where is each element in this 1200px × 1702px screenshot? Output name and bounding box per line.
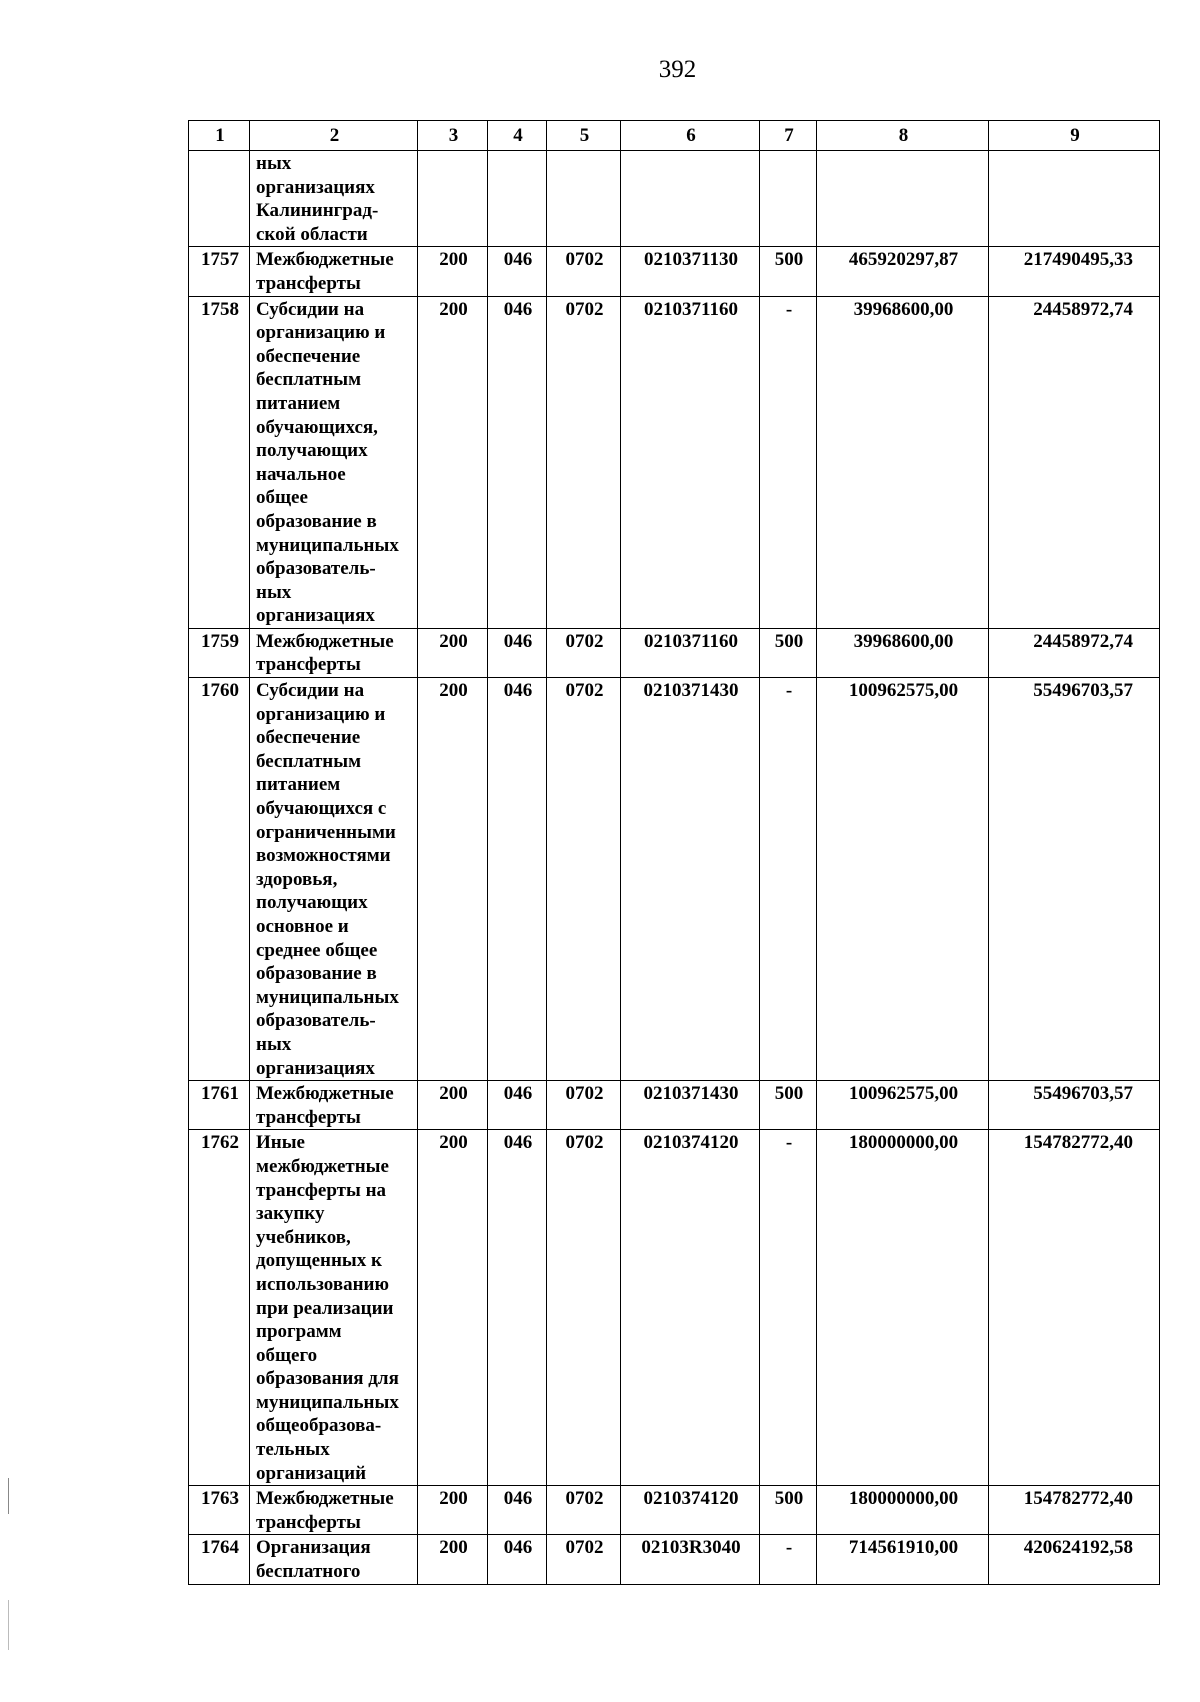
row-col-4: 046	[488, 296, 547, 628]
row-col-5: 0702	[547, 1130, 621, 1486]
table-row	[189, 1535, 1160, 1584]
row-number: 1761	[189, 1081, 250, 1130]
header-col-3: 3	[418, 121, 488, 151]
row-col-3: 200	[418, 1486, 488, 1535]
row-col-3	[418, 151, 488, 247]
row-name: Организация бесплатного	[250, 1535, 418, 1584]
row-col-7: -	[760, 678, 817, 1081]
row-col-7: 500	[760, 1486, 817, 1535]
budget-table	[188, 120, 1160, 1585]
row-col-8: 39968600,00	[817, 628, 989, 677]
row-col-4: 046	[488, 1130, 547, 1486]
row-col-4	[488, 151, 547, 247]
row-col-3: 200	[418, 296, 488, 628]
row-name: Межбюджетные трансферты	[250, 247, 418, 296]
row-col-6: 0210371130	[621, 247, 760, 296]
row-col-7: -	[760, 1130, 817, 1486]
row-col-6: 0210371160	[621, 296, 760, 628]
row-number: 1760	[189, 678, 250, 1081]
header-row	[189, 121, 1160, 151]
row-col-9: 420624192,58	[989, 1535, 1160, 1584]
table-row	[189, 1486, 1160, 1535]
row-number: 1759	[189, 628, 250, 677]
row-col-3: 200	[418, 1130, 488, 1486]
row-name: Субсидии на организацию и обеспечение бесплатным питанием обучающихся, получающих начальное общее образование в муниципальных образователь- ных организациях	[250, 296, 418, 628]
row-number	[189, 151, 250, 247]
row-name: Иные межбюджетные трансферты на закупку учебников, допущенных к использованию при реализации программ общего образования для муниципальных общеобразова- тельных организаций	[250, 1130, 418, 1486]
row-col-8: 100962575,00	[817, 678, 989, 1081]
row-col-6: 0210371430	[621, 678, 760, 1081]
row-col-8: 39968600,00	[817, 296, 989, 628]
row-col-8	[817, 151, 989, 247]
row-col-9: 24458972,74	[989, 628, 1160, 677]
row-col-4: 046	[488, 628, 547, 677]
row-name: Межбюджетные трансферты	[250, 1081, 418, 1130]
row-col-5: 0702	[547, 678, 621, 1081]
scan-margin-mark	[8, 1600, 9, 1650]
row-col-4: 046	[488, 1486, 547, 1535]
row-col-5: 0702	[547, 296, 621, 628]
row-col-8: 100962575,00	[817, 1081, 989, 1130]
row-number: 1763	[189, 1486, 250, 1535]
row-name: Межбюджетные трансферты	[250, 1486, 418, 1535]
row-col-6: 0210371160	[621, 628, 760, 677]
table-row	[189, 628, 1160, 677]
row-col-7	[760, 151, 817, 247]
row-number: 1757	[189, 247, 250, 296]
header-col-9: 9	[989, 121, 1160, 151]
row-col-8: 180000000,00	[817, 1486, 989, 1535]
table-row	[189, 1081, 1160, 1130]
row-col-7: -	[760, 1535, 817, 1584]
row-col-3: 200	[418, 1535, 488, 1584]
row-col-7: -	[760, 296, 817, 628]
row-number: 1764	[189, 1535, 250, 1584]
row-number: 1762	[189, 1130, 250, 1486]
scan-margin-mark	[8, 1478, 9, 1514]
row-col-9: 24458972,74	[989, 296, 1160, 628]
row-name: Межбюджетные трансферты	[250, 628, 418, 677]
row-col-3: 200	[418, 628, 488, 677]
row-col-8: 714561910,00	[817, 1535, 989, 1584]
table-body	[189, 151, 1160, 1585]
row-col-3: 200	[418, 1081, 488, 1130]
row-col-8: 465920297,87	[817, 247, 989, 296]
row-name: ных организациях Калининград- ской области	[250, 151, 418, 247]
row-col-7: 500	[760, 1081, 817, 1130]
table-row	[189, 296, 1160, 628]
row-col-9: 217490495,33	[989, 247, 1160, 296]
header-col-7: 7	[760, 121, 817, 151]
row-col-5: 0702	[547, 1081, 621, 1130]
row-col-4: 046	[488, 678, 547, 1081]
row-col-9	[989, 151, 1160, 247]
row-name: Субсидии на организацию и обеспечение бесплатным питанием обучающихся с ограниченными возможностями здоровья, получающих основное и среднее общее образование в муниципальных образователь- ных организациях	[250, 678, 418, 1081]
table-row	[189, 151, 1160, 247]
table-header	[189, 121, 1160, 151]
row-col-4: 046	[488, 247, 547, 296]
page-number: 392	[658, 56, 697, 83]
row-number: 1758	[189, 296, 250, 628]
row-col-6: 0210374120	[621, 1486, 760, 1535]
row-col-5: 0702	[547, 1535, 621, 1584]
row-col-7: 500	[760, 247, 817, 296]
header-col-5: 5	[547, 121, 621, 151]
row-col-6: 02103R3040	[621, 1535, 760, 1584]
header-col-6: 6	[621, 121, 760, 151]
row-col-9: 154782772,40	[989, 1130, 1160, 1486]
row-col-5: 0702	[547, 1486, 621, 1535]
header-col-1: 1	[189, 121, 250, 151]
row-col-9: 154782772,40	[989, 1486, 1160, 1535]
row-col-5: 0702	[547, 247, 621, 296]
row-col-7: 500	[760, 628, 817, 677]
row-col-3: 200	[418, 247, 488, 296]
row-col-5	[547, 151, 621, 247]
table-row	[189, 247, 1160, 296]
table-row	[189, 1130, 1160, 1486]
header-col-2: 2	[250, 121, 418, 151]
row-col-9: 55496703,57	[989, 1081, 1160, 1130]
row-col-4: 046	[488, 1535, 547, 1584]
row-col-4: 046	[488, 1081, 547, 1130]
row-col-8: 180000000,00	[817, 1130, 989, 1486]
row-col-9: 55496703,57	[989, 678, 1160, 1081]
row-col-6	[621, 151, 760, 247]
row-col-5: 0702	[547, 628, 621, 677]
row-col-3: 200	[418, 678, 488, 1081]
table-row	[189, 678, 1160, 1081]
header-col-8: 8	[817, 121, 989, 151]
row-col-6: 0210371430	[621, 1081, 760, 1130]
header-col-4: 4	[488, 121, 547, 151]
row-col-6: 0210374120	[621, 1130, 760, 1486]
